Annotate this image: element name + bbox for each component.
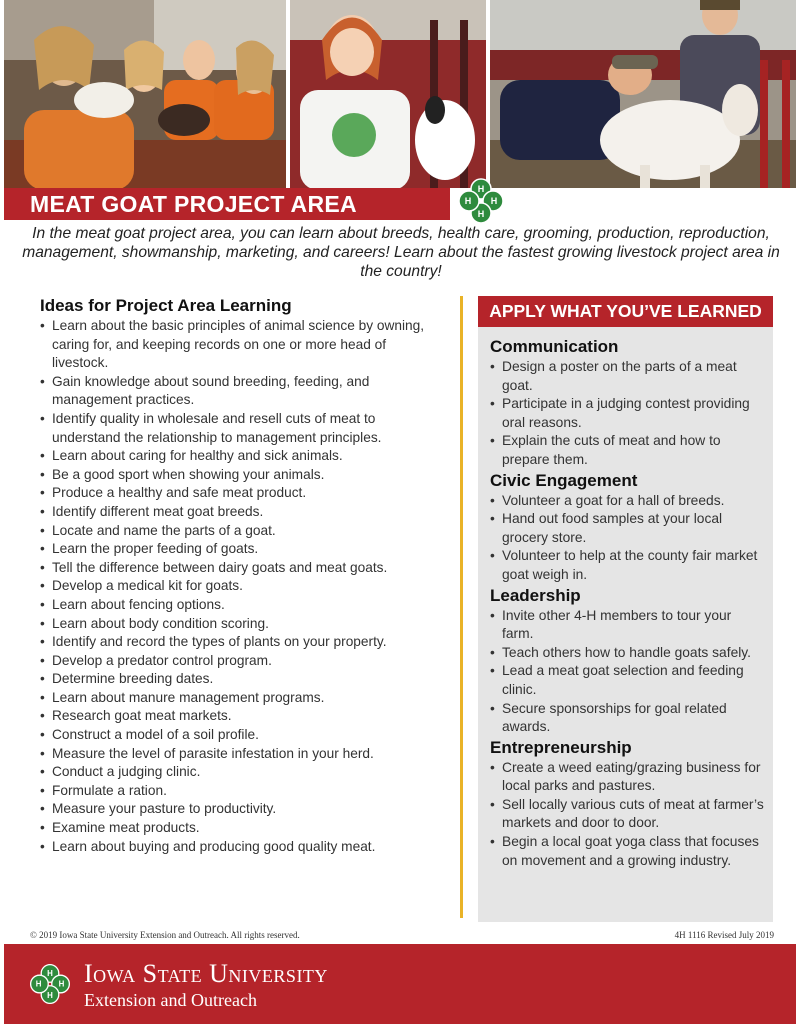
list-item: • Develop a medical kit for goats. [40, 577, 445, 596]
ideas-heading: Ideas for Project Area Learning [40, 296, 292, 315]
university-name: Iowa State University [84, 959, 328, 988]
svg-text:H: H [47, 969, 53, 979]
list-item: • Volunteer to help at the county fair market goat weigh in. [490, 547, 765, 584]
list-item: • Explain the cuts of meat and how to prepare them. [490, 432, 765, 469]
list-item: • Be a good sport when showing your animals. [40, 466, 445, 485]
list-item: • Determine breeding dates. [40, 670, 445, 689]
list-item: • Develop a predator control program. [40, 652, 445, 671]
list-item: • Measure the level of parasite infestation in your herd. [40, 745, 445, 764]
title-bar [4, 184, 796, 220]
publication-code: 4H 1116 Revised July 2019 [674, 930, 774, 940]
intro-paragraph: In the meat goat project area, you can learn about breeds, health care, grooming, production, reproduction, management, showmanship, marketing, and careers! Learn about the fastest growing livestock project area in the country! [22, 225, 780, 280]
list-item: • Participate in a judging contest providing oral reasons. [490, 395, 765, 432]
list-item: • Research goat meat markets. [40, 707, 445, 726]
photo-kids-with-goats [4, 0, 286, 190]
communication-list [490, 358, 765, 470]
list-item: • Create a weed eating/grazing business for local parks and pastures. [490, 759, 765, 796]
list-item: • Examine meat products. [40, 819, 445, 838]
list-item: • Identify different meat goat breeds. [40, 503, 445, 522]
list-item: • Sell locally various cuts of meat at farmer’s markets and door to door. [490, 796, 765, 833]
four-h-clover-icon [28, 962, 72, 1006]
copyright-text: © 2019 Iowa State University Extension and Outreach. All rights reserved. [30, 930, 300, 940]
list-item: • Learn about body condition scoring. [40, 615, 445, 634]
list-item: • Lead a meat goat selection and feeding clinic. [490, 662, 765, 699]
list-item: • Secure sponsorships for goal related awards. [490, 700, 765, 737]
svg-text:H: H [477, 184, 485, 194]
list-item: • Learn about the basic principles of animal science by owning, caring for, and keeping records on one or more head of livestock. [40, 317, 445, 373]
column-divider [460, 296, 463, 918]
list-item: • Tell the difference between dairy goats and meat goats. [40, 559, 445, 578]
list-item: • Design a poster on the parts of a meat goat. [490, 358, 765, 395]
list-item: • Learn about fencing options. [40, 596, 445, 615]
apply-body [490, 336, 765, 870]
svg-text:H: H [490, 196, 498, 206]
list-item: • Learn about manure management programs. [40, 689, 445, 708]
svg-text:H: H [47, 991, 53, 1001]
ideas-column [40, 295, 445, 856]
list-item: • Locate and name the parts of a goat. [40, 522, 445, 541]
list-item: • Invite other 4-H members to tour your farm. [490, 607, 765, 644]
svg-text:H: H [35, 979, 42, 989]
photo-goat-grooming [490, 0, 796, 190]
four-h-clover-icon [456, 176, 506, 226]
apply-heading: APPLY WHAT YOU’VE LEARNED [478, 296, 773, 327]
civic-engagement-list [490, 492, 765, 585]
list-item: • Construct a model of a soil profile. [40, 726, 445, 745]
page-title: MEAT GOAT PROJECT AREA [30, 191, 357, 217]
list-item: • Learn about buying and producing good quality meat. [40, 838, 445, 857]
footer-band [4, 944, 796, 1024]
list-item: • Identify quality in wholesale and resell cuts of meat to understand the relationship to management principles. [40, 410, 445, 447]
list-item: • Gain knowledge about sound breeding, feeding, and management practices. [40, 373, 445, 410]
list-item: • Learn about caring for healthy and sick animals. [40, 447, 445, 466]
civic-engagement-heading: Civic Engagement [490, 470, 638, 490]
list-item: • Identify and record the types of plants on your property. [40, 633, 445, 652]
list-item: • Volunteer a goat for a hall of breeds. [490, 492, 765, 511]
list-item: • Teach others how to handle goats safely. [490, 644, 765, 663]
photo-girl-with-goat [290, 0, 486, 190]
svg-text:H: H [58, 979, 65, 989]
list-item: • Conduct a judging clinic. [40, 763, 445, 782]
svg-text:H: H [477, 209, 485, 219]
list-item: • Produce a healthy and safe meat product. [40, 484, 445, 503]
list-item: • Hand out food samples at your local grocery store. [490, 510, 765, 547]
entrepreneurship-list [490, 759, 765, 871]
ideas-list [40, 317, 445, 856]
extension-name: Extension and Outreach [84, 990, 257, 1010]
svg-text:H: H [464, 196, 472, 206]
leadership-heading: Leadership [490, 585, 581, 605]
list-item: • Measure your pasture to productivity. [40, 800, 445, 819]
list-item: • Formulate a ration. [40, 782, 445, 801]
header-photos [4, 0, 796, 190]
entrepreneurship-heading: Entrepreneurship [490, 737, 632, 757]
leadership-list [490, 607, 765, 737]
apply-panel [478, 296, 773, 922]
communication-heading: Communication [490, 337, 619, 356]
title-band [4, 188, 450, 220]
list-item: • Begin a local goat yoga class that focuses on movement and a growing industry. [490, 833, 765, 870]
list-item: • Learn the proper feeding of goats. [40, 540, 445, 559]
